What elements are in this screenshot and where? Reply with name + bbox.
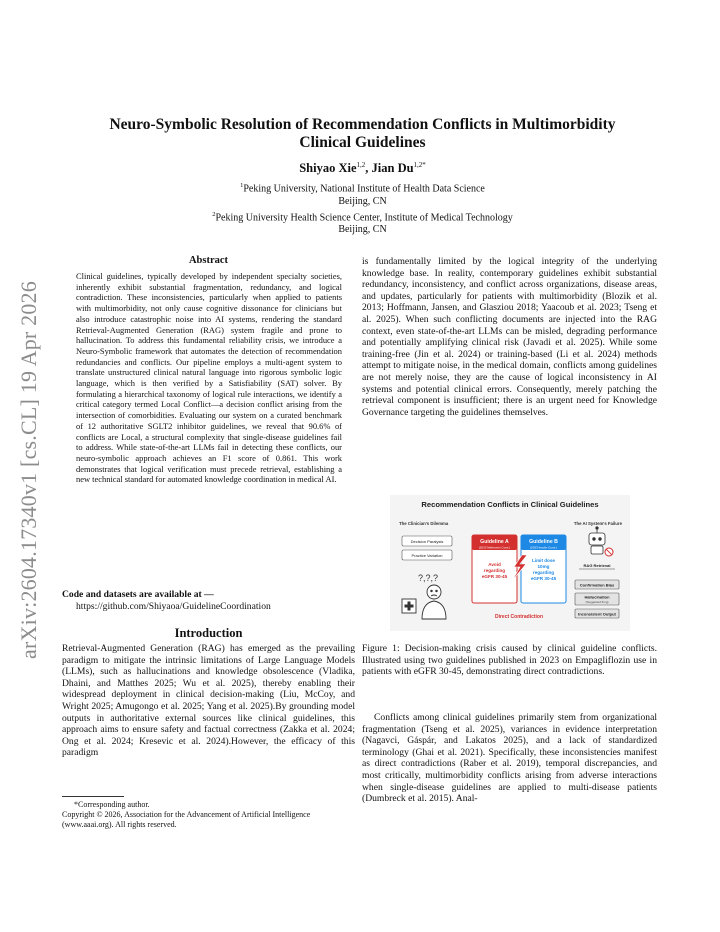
guideline-b-line: regarding — [532, 570, 555, 575]
ai-failure-heading: The AI System's Failure — [573, 521, 622, 526]
decision-paralysis-label: Decision Paralysis — [410, 539, 444, 544]
arxiv-identifier-stamp — [6, 255, 52, 685]
arxiv-id-text: arXiv:2604.17340v1 [cs.CL] 19 Apr 2026 — [16, 281, 41, 659]
conflicts-paragraph: Conflicts among clinical guidelines primarily stem from organizational fragmentation (Tseng et al. 2025), variances in evidence interpretation (Nagavci, Gáspár, and Lakatos 2025), and a lack of standardized terminology (Ghai et al. 2021). Specifically, these inconsistencies manifest as direct contradictions (Raber et al. 2019), temporal discrepancies, and most critically, multimorbidity conflicts arising from adverse interactions when single-disease guidelines are applied to multi-disease patients (Dumbreck et al. 2015). Anal- — [362, 712, 657, 805]
guideline-b-subtitle: (2023 Insulin Cons.) — [530, 545, 557, 550]
guideline-b-title: Guideline B — [529, 539, 558, 545]
guideline-b-line: Limit dose — [532, 558, 555, 563]
hallucination-sublabel: (Suggested 5mg) — [585, 600, 609, 604]
medical-cross-icon — [402, 599, 416, 613]
affiliation-city: Beijing, CN — [338, 195, 387, 207]
prohibited-icon — [605, 548, 613, 556]
question-marks: ?,?,? — [418, 573, 439, 583]
introduction-paragraph-continued: is fundamentally limited by the logical integrity of the underlying knowledge base. In reality, contemporary guidelines exhibit substantial redundancy, inconsistency, and conflict across organizations, disease areas, and updates, particularly for patients with multimorbidity (Blozik et al. 2013; Hoffmann, Jansen, and Glasziou 2018; Yaacoub et al. 2023; Tseng et al. 2025). When such conflicting documents are injected into the RAG context, even state-of-the-art LLMs can be misled, degrading performance and potentially amplifying clinical risk (Javadi et al. 2025). While some training-free (Jin et al. 2024) or training-based (Li et al. 2024) methods attempt to mitigate noise, in the medical domain, conflicts among guidelines are not merely noise, they are the cause of logical inconsistency in AI systems and potential clinical errors. Consequently, merely patching the retrieval component is insufficient; there is an urgent need for Knowledge Governance targeting the guidelines themselves. — [362, 256, 657, 418]
affiliation-mark: 2 — [212, 210, 216, 218]
paper-title: Neuro-Symbolic Resolution of Recommendation Conflicts in Multimorbidity Clinical Guidelines — [109, 116, 616, 151]
affiliation-institution: Peking University Health Science Center, Institute of Medical Technology — [215, 211, 513, 223]
guideline-b-line: 10mg — [537, 564, 550, 569]
direct-contradiction-label: Direct Contradiction — [494, 614, 544, 620]
inconsistent-output-label: Inconsistent Output — [578, 611, 616, 617]
abstract-heading: Abstract — [188, 255, 229, 266]
figure-1-diagram — [390, 495, 630, 631]
author-separator: , — [365, 161, 372, 176]
author-affil-mark: 1,2* — [413, 161, 426, 169]
practice-variation-label: Practice Variation — [411, 553, 443, 558]
guideline-a-line: eGFR 30-45 — [481, 574, 508, 579]
rag-retrieval-label: RAG Retrieval — [583, 563, 611, 568]
confirmation-bias-label: Confirmation Bias — [579, 582, 615, 588]
author-line — [90, 161, 635, 176]
affiliation-line — [90, 180, 635, 196]
introduction-paragraph: Retrieval-Augmented Generation (RAG) has emerged as the prevailing paradigm to mitigate the intrinsic limitations of Large Language Models (LLMs), such as hallucinations and knowledge obsolescence (Vladika, Dhaini, and Matthes 2025; Wu et al. 2025), thereby enabling their widespread deployment in clinical decision-making (Liu, McCoy, and Wright 2025; Amugongo et al. 2025; Yang et al. 2025).By grounding model outputs in authoritative external sources like clinical guidelines, this approach aims to ensure safety and factual correctness (Zakka et al. 2024; Ong et al. 2024; Kresevic et al. 2024).However, the efficacy of this paradigm — [62, 643, 355, 759]
author-name: Shiyao Xie — [299, 161, 357, 176]
author-name: Jian Du — [371, 161, 414, 176]
affiliations — [90, 180, 635, 237]
guideline-a-line: regarding — [483, 568, 506, 573]
corresponding-author-note: *Corresponding author. — [74, 800, 150, 809]
figure-title: Recommendation Conflicts in Clinical Guidelines — [421, 500, 599, 509]
hallucination-label: Hallucination — [584, 594, 610, 600]
code-repository-link[interactable]: https://github.com/Shiyaoa/GuidelineCoordination — [76, 601, 271, 612]
abstract-text: Clinical guidelines, typically developed by independent specialty societies, inherently exhibit substantial fragmentation, redundancy, and logical contradiction. These inconsistencies, particularly when applied to patients with multimorbidity, not only cause cognitive dissonance for clinicians but also introduce catastrophic noise into AI systems, rendering the standard Retrieval-Augmented Generation (RAG) system fragile and prone to hallucination. To address this fundamental reliability crisis, we introduce a Neuro-Symbolic framework that automates the detection of recommendation redundancies and conflicts. Our pipeline employs a multi-agent system to translate unstructured clinical natural language into rigorous symbolic logic language, which is then verified by a Satisfiability (SAT) solver. By formulating a hierarchical taxonomy of logical rule interactions, we identify a critical category termed Local Conflict—a decision conflict arising from the intersection of comorbidities. Evaluating our system on a curated benchmark of 12 authoritative SGLT2 inhibitor guidelines, we reveal that 90.6% of conflicts are Local, a structural complexity that single-disease guidelines fail to address. While state-of-the-art LLMs fail in detecting these conflicts, our neuro-symbolic approach achieves an F1 score of 0.861. This work demonstrates that logical verification must precede retrieval, establishing a new technical standard for automated knowledge coordination in medical AI. — [76, 271, 342, 485]
affiliation-city: Beijing, CN — [338, 224, 387, 236]
footnote-divider — [62, 796, 124, 797]
guideline-a-subtitle: (2023 Metformin Cons.) — [478, 545, 511, 550]
guideline-a-title: Guideline A — [480, 539, 509, 545]
affiliation-mark: 1 — [240, 182, 244, 189]
copyright-notice: Copyright © 2026, Association for the Advancement of Artificial Intelligence (www.aaai.org). All rights reserved. — [62, 810, 311, 829]
code-availability-heading: Code and datasets are available at — — [62, 589, 214, 600]
figure-1-illustration — [390, 495, 630, 631]
affiliation-line — [90, 209, 635, 225]
footnote — [62, 800, 355, 830]
introduction-heading: Introduction — [174, 626, 243, 640]
guideline-a-line: Avoid — [488, 562, 501, 567]
figure-1-caption: Figure 1: Decision-making crisis caused by clinical guideline conflicts. Illustrated using two guidelines published in 2023 on Empagliflozin use in patients with eGFR 30-45, demonstrating direct contradictions. — [362, 643, 657, 678]
affiliation-institution: Peking University, National Institute of Health Data Science — [243, 183, 485, 195]
clinician-dilemma-heading: The Clinician's Dilemma — [399, 521, 449, 526]
author-affil-mark: 1,2 — [356, 161, 366, 169]
guideline-b-line: eGFR 30-45 — [530, 576, 557, 581]
